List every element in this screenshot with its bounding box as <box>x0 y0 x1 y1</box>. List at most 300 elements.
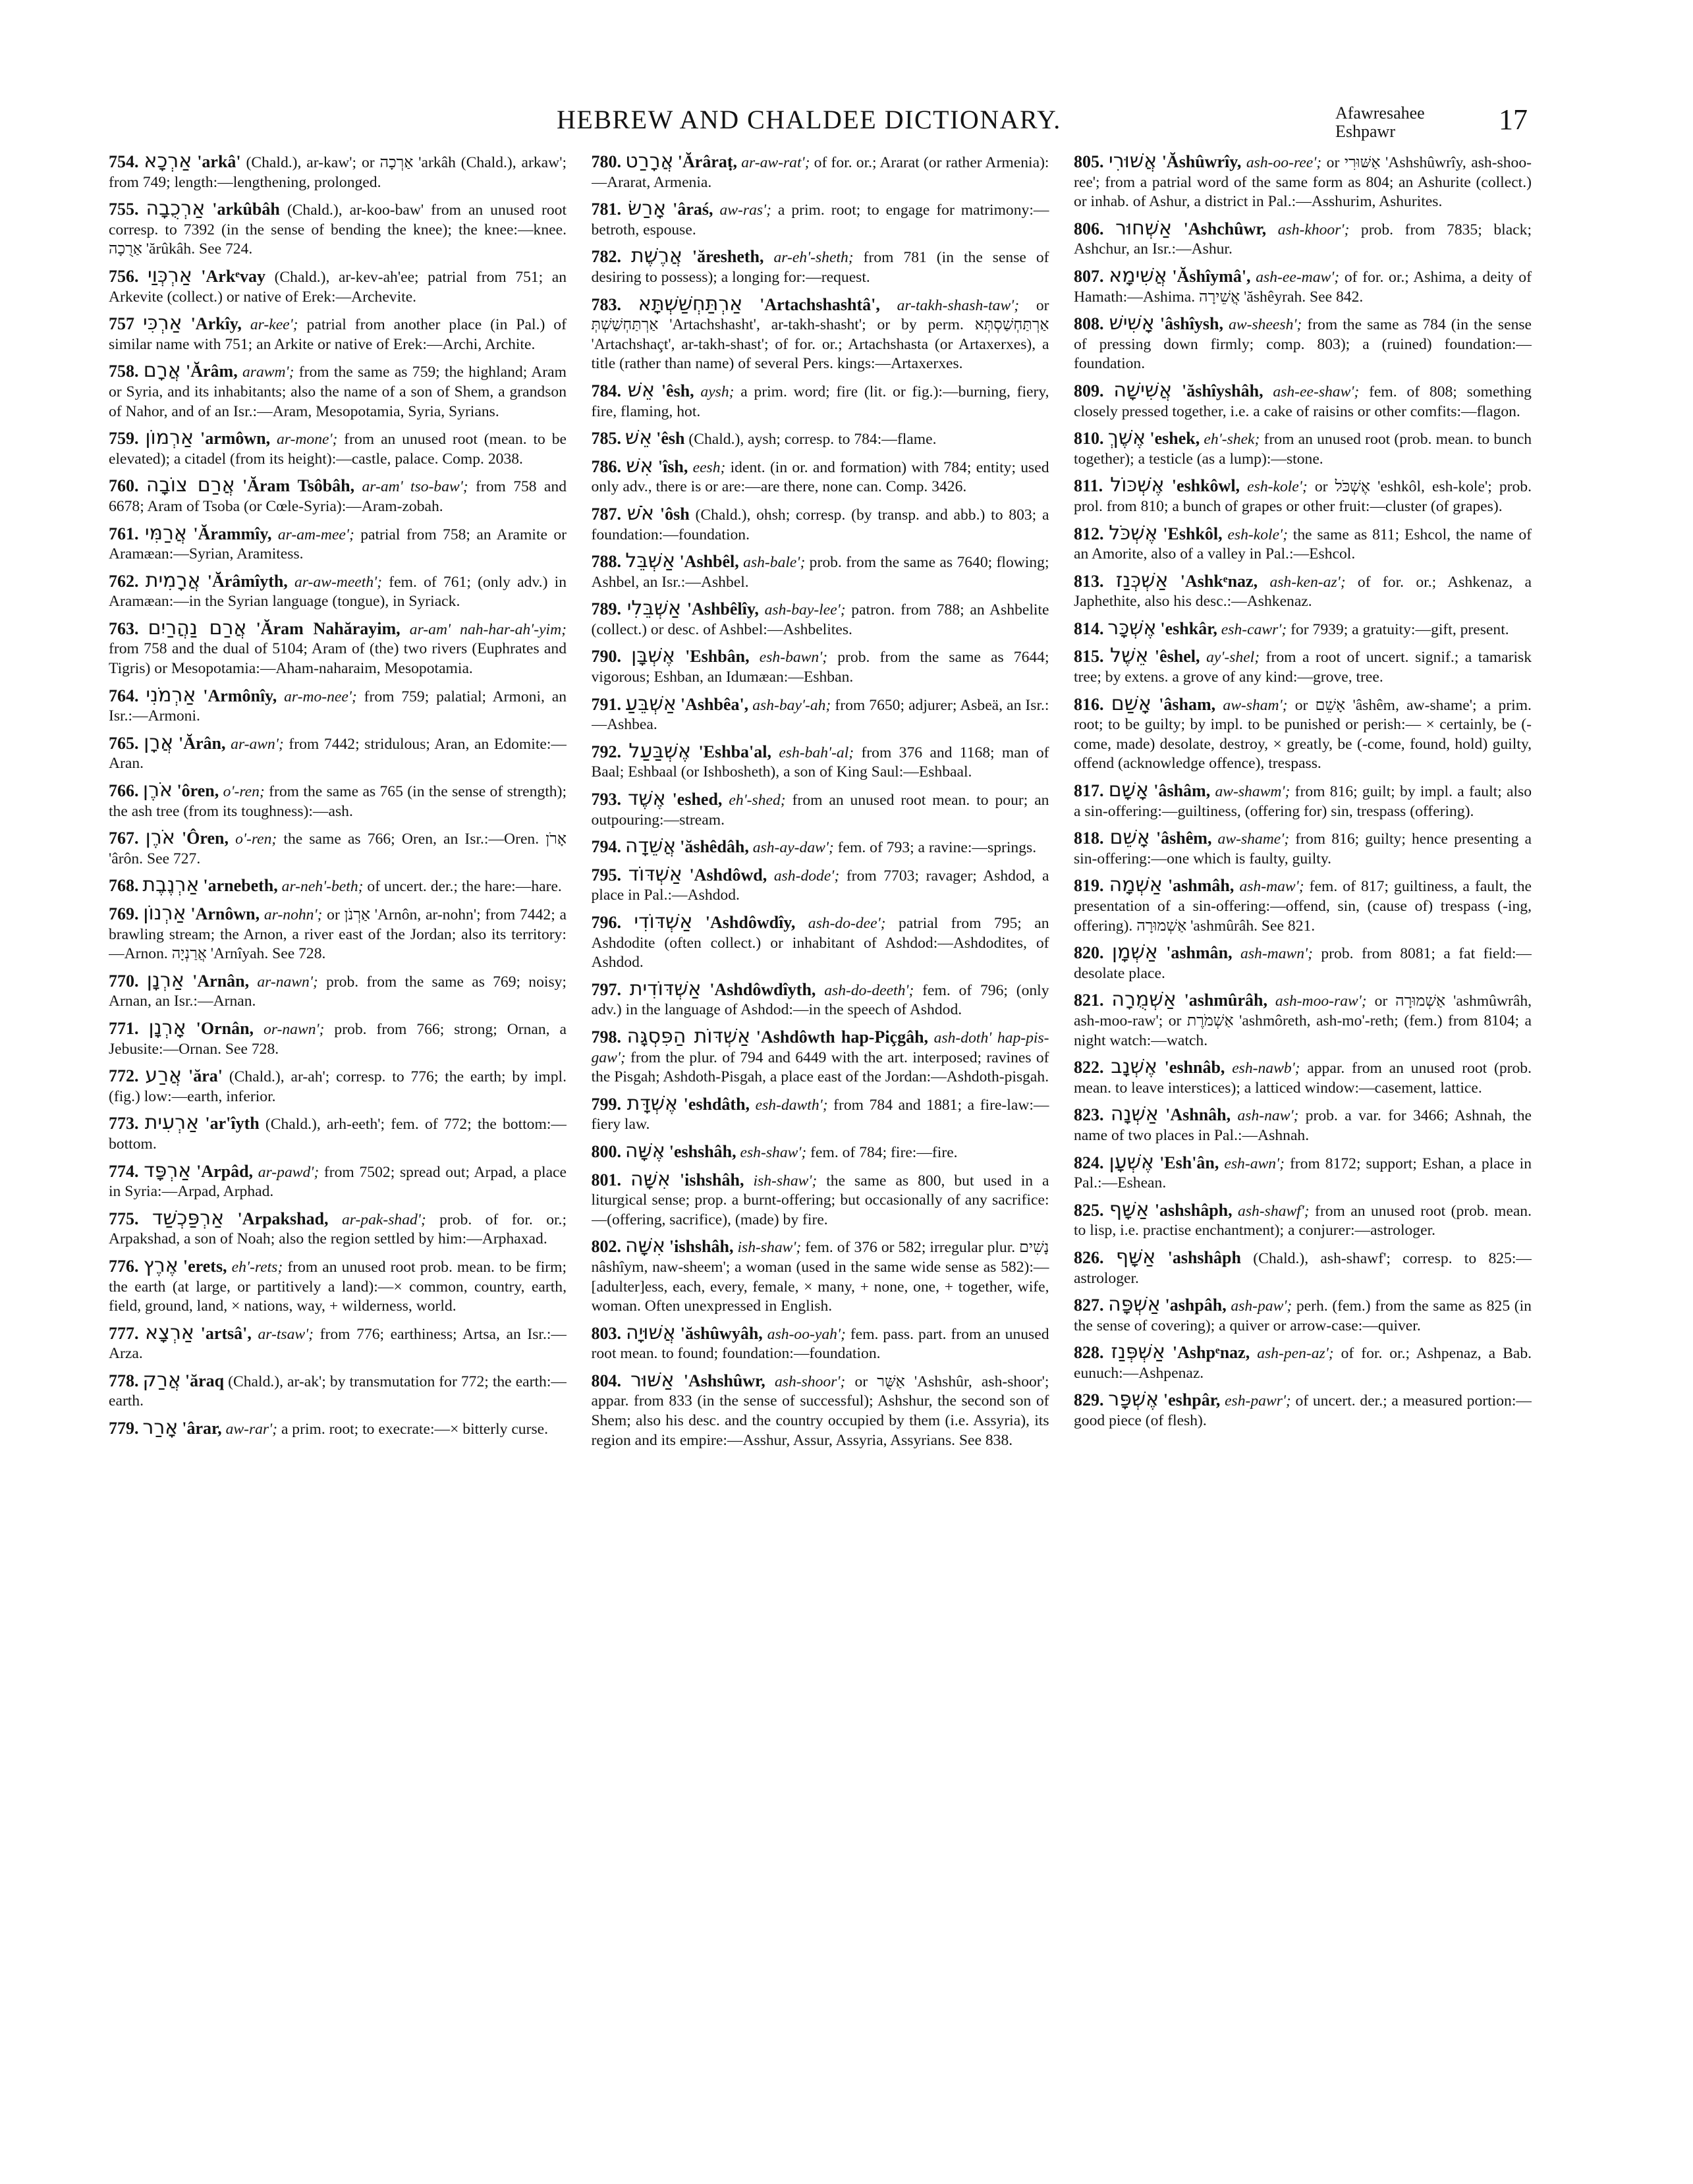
pronunciation: esh-kole'; <box>1227 526 1288 543</box>
definition: from 7650; adjurer; Asbeä, an Isr.:—Ashbea. <box>591 696 1049 734</box>
pronunciation: eh'-shed; <box>729 792 786 809</box>
entry-number: 781. <box>591 200 621 219</box>
transliteration: 'ârar, <box>182 1419 222 1438</box>
definition: of uncert. der.; a measured portion:—good piece (of flesh). <box>1074 1392 1532 1430</box>
hebrew-word: אֹשׁ <box>626 501 655 525</box>
entry-number: 789. <box>591 599 621 619</box>
pronunciation: ash-maw'; <box>1239 878 1304 896</box>
dictionary-entry <box>1074 1057 1532 1098</box>
definition: (Chald.), ar-koo-baw' from an unused root corresp. to 7392 (in the sense of bending the knee); the knee:—knee. אַרֻכָה 'ărûkâh. See 724. <box>109 202 567 258</box>
hebrew-word: אֲרָן <box>144 730 174 754</box>
dictionary-entry <box>109 1368 567 1411</box>
definition: a prim. root; to execrate:—× bitterly curse. <box>281 1421 549 1438</box>
dictionary-entry <box>592 694 1049 735</box>
entry-number: 795. <box>591 865 621 885</box>
hebrew-word: אַשְׁבֵּל <box>625 549 676 573</box>
transliteration: 'eshkâr, <box>1160 618 1217 638</box>
dictionary-entry <box>592 294 1049 374</box>
transliteration: 'eshed, <box>672 790 723 809</box>
pronunciation: ar-nawn'; <box>257 973 318 991</box>
transliteration: 'eshek, <box>1150 429 1200 449</box>
definition: perh. (fem.) from the same as 825 (in the sense of covering); a quiver or arrow-case:—quiver. <box>1074 1297 1532 1334</box>
transliteration: 'ashpâh, <box>1165 1296 1227 1315</box>
definition: from 7502; spread out; Arpad, a place in Syria:—Arpad, Arphad. <box>109 1163 567 1201</box>
transliteration: 'eshshâh, <box>669 1141 736 1161</box>
entry-number: 791. <box>591 694 621 714</box>
dictionary-entry <box>109 199 567 259</box>
pronunciation: ar-pawd'; <box>258 1163 319 1181</box>
dictionary-entry <box>591 378 1049 422</box>
hebrew-word: אֲשִׁישָׁה <box>1113 378 1173 402</box>
transliteration: 'erets, <box>182 1256 227 1276</box>
pronunciation: aw-rar'; <box>225 1421 278 1438</box>
definition: from an unused root (prob. mean. to lisp, i.e. practise enchantment); a conjurer:—astrologer. <box>1074 1202 1532 1240</box>
pronunciation: ash-do-deeth'; <box>824 981 914 999</box>
dictionary-entry <box>109 730 567 774</box>
dictionary-entry <box>109 683 567 726</box>
transliteration: 'âshêm, <box>1155 829 1212 848</box>
pronunciation: esh-bah'-al; <box>779 744 854 761</box>
dictionary-entry <box>1074 875 1532 936</box>
hebrew-word: אַשְׁבֵּלִי <box>626 597 682 620</box>
pronunciation: ash-mawn'; <box>1240 945 1313 963</box>
entry-number: 775. <box>109 1209 139 1228</box>
entry-number: 823. <box>1074 1105 1104 1125</box>
definition: from an unused root (prob. mean. to bunch together); a testicle (as a lump):—stone. <box>1074 431 1532 468</box>
definition: from the same as 784 (in the sense of pressing down firmly; comp. 803); a (ruined) foundation:—foundation. <box>1074 316 1532 373</box>
entry-number: 826. <box>1074 1247 1104 1267</box>
hebrew-word: אֲשׁוּרִי <box>1109 151 1157 173</box>
entry-number: 818. <box>1074 829 1104 848</box>
definition: from an unused root prob. mean. to be firm; the earth (at large, or partitively a land):—× common, country, earth, field, ground, land, × nations, way, + wilderness, world. <box>109 1258 567 1315</box>
dictionary-entry <box>1074 476 1532 516</box>
entry-number: 768. <box>109 876 139 896</box>
hebrew-word: אָשִׁישׁ <box>1109 312 1155 335</box>
definition: from the plur. of 794 and 6449 with the art. interposed; ravines of the Pisgah; Ashdoth-Pisgah, a place east of the Jordan:—Ashdoth-pisgah. <box>591 1049 1049 1086</box>
hebrew-word: אַשָּׁף <box>1115 1245 1156 1269</box>
hebrew-word: אִשָּׁה <box>624 1234 665 1258</box>
definition: from 759; palatial; Armoni, an Isr.:—Armoni. <box>109 688 567 725</box>
guide-word-bottom: Eshpawr <box>1335 122 1395 141</box>
hebrew-word: אֲרָמִית <box>145 568 201 592</box>
hebrew-word: אַשְׁמֻרָה <box>1111 988 1177 1012</box>
hebrew-word: אָרַשׂ <box>627 197 667 221</box>
definition: or אַרְתַּחְשַׁשְׁתְּ 'Artachshasht', ar-takh-shasht'; or by perm. אַרְתַּחְשַׁסְתְּא 'Artachshaçt', ar-takh-shast'; of for. or.; Artachshasta (or Artaxerxes), a title (rather than name) of several Pers. kings:—Artaxerxes. <box>591 296 1049 373</box>
transliteration: 'ashmâh, <box>1167 876 1235 896</box>
entry-number: 814. <box>1074 618 1104 638</box>
entry-number: 810. <box>1074 429 1104 449</box>
transliteration: 'arkâ' <box>197 152 241 171</box>
hebrew-word: אָשֵׁם <box>1109 826 1150 850</box>
dictionary-entry <box>1074 428 1532 469</box>
entry-number: 796. <box>591 913 621 932</box>
transliteration: 'êsh, <box>661 381 694 400</box>
dictionary-entry <box>591 739 1049 782</box>
entry-number: 760. <box>109 476 139 496</box>
transliteration: 'Ărammîy, <box>193 524 272 543</box>
transliteration: 'ishshâh, <box>669 1237 734 1257</box>
definition: the same as 800, but used in a liturgical sense; prop. a burnt-offering; but occasionally of any sacrifice:—(offering, sacrifice), (made) by fire. <box>591 1172 1049 1228</box>
hebrew-word: אֲרַמִּי <box>144 521 187 545</box>
entry-number: 786. <box>591 456 621 476</box>
dictionary-columns <box>109 151 1532 2141</box>
definition: or אַשְׁמוּרָה 'ashmûwrâh, ash-moo-raw'; or אַשְׁמֹרֶת 'ashmôreth, ash-mo'-reth; (fem.) from 8104; a night watch:—watch. <box>1074 993 1532 1049</box>
pronunciation: ar-takh-shash-taw'; <box>897 296 1020 314</box>
definition: of for. or.; Ashpenaz, a Bab. eunuch:—Ashpenaz. <box>1074 1345 1532 1382</box>
transliteration: 'ăshêdâh, <box>680 837 749 857</box>
pronunciation: aw-ras'; <box>719 202 771 219</box>
entry-number: 758. <box>109 362 139 381</box>
dictionary-entry <box>109 968 567 1012</box>
dictionary-entry <box>592 979 1049 1020</box>
column-middle <box>592 151 1049 2141</box>
definition: of for. or.; Ashima, a deity of Hamath:—Ashima. אֲשֵׁירָה 'ăshêyrah. See 842. <box>1074 268 1532 306</box>
pronunciation: ar-am' nah-har-ah'-yim; <box>409 620 567 638</box>
entry-number: 817. <box>1074 781 1104 801</box>
transliteration: 'ăshûwyâh, <box>680 1323 763 1343</box>
definition: fem. of 376 or 582; irregular plur. נָשִׁים nâshîym, naw-sheem'; a woman (used in the same wide sense as 582):—[adulter]ess, each, every, female, × many, + none, one, + together, wife, woman. Often unexpressed in English. <box>591 1239 1049 1315</box>
pronunciation: ish-shaw'; <box>753 1172 818 1189</box>
definition: (Chald.), ash-shawf'; corresp. to 825:—astrologer. <box>1074 1249 1532 1287</box>
pronunciation: aw-sham'; <box>1223 696 1288 714</box>
pronunciation: o'-ren; <box>235 831 277 848</box>
entry-number: 807. <box>1074 266 1104 286</box>
definition: from 8172; support; Eshan, a place in Pal.:—Eshean. <box>1074 1155 1532 1192</box>
pronunciation: o'-ren; <box>223 783 265 801</box>
dictionary-entry <box>109 780 567 821</box>
transliteration: 'arkûbâh <box>212 200 280 219</box>
transliteration: 'Ăshûwrîy, <box>1161 152 1242 171</box>
transliteration: 'Ărân, <box>178 733 226 753</box>
transliteration: 'Artachshashtâ', <box>760 294 880 314</box>
entry-number: 762. <box>109 571 139 591</box>
hebrew-word: אֹרֶן <box>142 778 173 802</box>
definition: prob. from 7835; black; Ashchur, an Isr.:—Ashur. <box>1074 221 1532 258</box>
pronunciation: ar-awn'; <box>231 735 284 753</box>
pronunciation: or-nawn'; <box>264 1020 325 1038</box>
dictionary-entry <box>592 246 1049 287</box>
definition: fem. pass. part. from an unused root mean. to found; foundation:—foundation. <box>591 1325 1049 1363</box>
entry-number: 784. <box>591 381 621 400</box>
dictionary-entry <box>592 1323 1049 1364</box>
definition: for 7939; a gratuity:—gift, present. <box>1291 620 1509 638</box>
transliteration: 'arnebeth, <box>203 876 278 896</box>
entry-number: 763. <box>109 618 139 638</box>
transliteration: 'ar'îyth <box>205 1114 260 1133</box>
entry-number: 821. <box>1074 991 1104 1010</box>
transliteration: 'ăra' <box>188 1066 223 1086</box>
pronunciation: aysh; <box>700 383 735 400</box>
dictionary-entry <box>592 551 1049 592</box>
hebrew-word: אֲרַע <box>145 1064 182 1087</box>
dictionary-entry <box>109 1253 567 1317</box>
dictionary-entry <box>109 314 567 354</box>
pronunciation: ar-pak-shad'; <box>341 1211 426 1228</box>
entry-number: 801. <box>591 1170 621 1189</box>
transliteration: 'Esh'ân, <box>1159 1153 1219 1172</box>
definition: from 758 and the dual of 5104; Aram of (the) two rivers (Euphrates and Tigris) or Mesopotamia:—Aham-naharaim, Mesopotamia. <box>109 640 567 678</box>
definition: prob. from 8081; a fat field:—desolate place. <box>1074 945 1532 982</box>
pronunciation: ash-ee-shaw'; <box>1273 383 1360 400</box>
hebrew-word: אַרְנָן <box>146 968 184 992</box>
entry-number: 778. <box>109 1371 139 1390</box>
pronunciation: eh'-shek; <box>1204 431 1260 449</box>
transliteration: 'êshel, <box>1154 647 1200 667</box>
pronunciation: ash-shawf'; <box>1238 1202 1310 1220</box>
entry-number: 829. <box>1074 1390 1104 1410</box>
page-number: 17 <box>1499 103 1528 136</box>
definition: (Chald.), ar-ak'; by transmutation for 772; the earth:—earth. <box>109 1373 567 1410</box>
definition: of for. or.; Ararat (or rather Armenia):—Ararat, Armenia. <box>591 154 1049 191</box>
entry-number: 771. <box>109 1018 139 1038</box>
transliteration: 'Ashchûwr, <box>1183 219 1267 238</box>
pronunciation: esh-cawr'; <box>1221 620 1287 638</box>
dictionary-entry <box>592 836 1049 858</box>
dictionary-entry <box>1074 780 1532 821</box>
dictionary-entry <box>1074 568 1532 612</box>
hebrew-word: אֶשְׁכּוֹל <box>1110 474 1165 497</box>
pronunciation: ash-shoor'; <box>774 1373 846 1390</box>
transliteration: 'îsh, <box>657 456 688 476</box>
definition: fem. of 808; something closely pressed together, i.e. a cake of raisins or other comfits:—flagon. <box>1074 383 1532 420</box>
dictionary-entry <box>109 428 567 469</box>
entry-number: 783. <box>591 294 621 314</box>
entry-number: 824. <box>1074 1153 1104 1172</box>
dictionary-entry <box>1074 646 1532 687</box>
transliteration: 'Ărâmîyth, <box>207 571 288 591</box>
pronunciation: ash-bale'; <box>743 554 806 572</box>
pronunciation: esh-nawb'; <box>1232 1060 1300 1078</box>
hebrew-word: אֶרֶץ <box>143 1253 179 1277</box>
page-header <box>109 99 1528 158</box>
entry-number: 816. <box>1074 694 1104 714</box>
pronunciation: ar-mo-nee'; <box>284 688 357 705</box>
dictionary-entry <box>1074 521 1532 564</box>
transliteration: 'Arpâd, <box>196 1161 254 1181</box>
column-right <box>1074 151 1532 2141</box>
hebrew-word: אַשְׁכְּנַז <box>1115 568 1169 592</box>
transliteration: 'Ashpᵉnaz, <box>1172 1343 1250 1363</box>
dictionary-entry <box>591 1368 1049 1450</box>
transliteration: 'ăresheth, <box>692 247 764 267</box>
hebrew-word: אֲרַק <box>142 1368 181 1392</box>
pronunciation: ar-am' tso-baw'; <box>362 478 468 496</box>
pronunciation: esh-shaw'; <box>740 1143 807 1161</box>
entry-number: 798. <box>591 1027 621 1047</box>
entry-number: 825. <box>1074 1200 1104 1220</box>
dictionary-entry <box>592 1141 1049 1163</box>
dictionary-entry <box>591 1091 1049 1135</box>
dictionary-entry <box>591 1167 1049 1230</box>
entry-number: 811. <box>1074 476 1103 496</box>
pronunciation: ay'-shel; <box>1206 649 1260 667</box>
transliteration: 'Ashbêa', <box>680 694 749 714</box>
definition: appar. from an unused root (prob. mean. to leave interstices); a latticed window:—casement, lattice. <box>1074 1060 1532 1097</box>
hebrew-word: אַרְמֹנִי <box>146 683 196 707</box>
transliteration: 'Arpakshad, <box>237 1209 329 1228</box>
dictionary-entry <box>592 646 1049 687</box>
hebrew-word: אֲשִׁימָא <box>1109 263 1167 287</box>
entry-number: 805. <box>1074 152 1104 171</box>
pronunciation: ash-ay-daw'; <box>752 839 834 857</box>
definition: from 7703; ravager; Ashdod, a place in Pal.:—Ashdod. <box>591 867 1049 904</box>
hebrew-word: אַשְׁבֵּעַ <box>625 692 677 715</box>
dictionary-entry <box>109 1206 567 1249</box>
transliteration: 'ăshîyshâh, <box>1182 381 1263 400</box>
hebrew-word: אַרְעִית <box>144 1111 200 1135</box>
entry-number: 764. <box>109 686 139 705</box>
pronunciation: ash-bay-lee'; <box>764 601 846 619</box>
dictionary-entry <box>109 361 567 422</box>
hebrew-word: אַרְפַּכְשַׁד <box>152 1206 225 1230</box>
dictionary-entry <box>1074 1342 1532 1383</box>
definition: from 784 and 1881; a fire-law:—fiery law. <box>591 1096 1049 1133</box>
transliteration: 'ashshâph, <box>1154 1200 1233 1220</box>
pronunciation: aw-sheesh'; <box>1229 316 1302 334</box>
dictionary-entry <box>591 862 1049 906</box>
transliteration: 'âshâm, <box>1153 781 1211 801</box>
dictionary-entry <box>1074 828 1532 869</box>
transliteration: 'Ashdôwd, <box>689 865 767 885</box>
definition: or אַרְנֹן 'Arnôn, ar-nohn'; from 7442; a brawling stream; the Arnon, a river east of the Jordan; also its territory:—Arnon. אֲרַנְיָה 'Arnîyah. See 728. <box>109 906 567 963</box>
transliteration: 'Armônîy, <box>203 686 277 705</box>
pronunciation: ash-pen-az'; <box>1257 1345 1334 1363</box>
hebrew-word: אַרְתַּחְשַׁשְׁתָּא <box>638 292 743 315</box>
pronunciation: ash-oo-ree'; <box>1246 154 1322 171</box>
dictionary-entry <box>109 1018 567 1059</box>
entry-number: 806. <box>1074 219 1104 238</box>
transliteration: 'eshpâr, <box>1163 1390 1221 1410</box>
entry-number: 802. <box>591 1237 621 1257</box>
transliteration: 'êsh <box>656 429 685 449</box>
definition: a prim. root; to engage for matrimony:—betroth, espouse. <box>591 202 1049 238</box>
transliteration: 'Eshbân, <box>685 647 750 667</box>
hebrew-word: אֶשְׁעָן <box>1109 1150 1155 1174</box>
transliteration: 'Ashdôwdîyth, <box>709 979 816 999</box>
guide-words <box>1335 104 1425 141</box>
dictionary-entry <box>109 1323 567 1364</box>
transliteration: 'Ôren, <box>181 829 229 848</box>
definition: prob. of for. or.; Arpakshad, a son of Noah; also the region settled by him:—Arphaxad. <box>109 1211 567 1248</box>
definition: (Chald.), arh-eeth'; fem. of 772; the bottom:—bottom. <box>109 1116 567 1153</box>
definition: from an unused root mean. to pour; an outpouring:—stream. <box>591 792 1049 829</box>
entry-number: 761. <box>109 524 139 543</box>
definition: prob. from 766; strong; Ornan, a Jebusite:—Ornan. See 728. <box>109 1020 567 1058</box>
hebrew-word: אֶשְׁכָּר <box>1107 616 1157 640</box>
entry-number: 782. <box>591 247 621 267</box>
transliteration: 'Ashbêlîy, <box>686 599 759 619</box>
dictionary-entry <box>109 618 567 679</box>
dictionary-entry <box>109 568 567 612</box>
definition: or אַשֻּׁר 'Ashshûr, ash-shoor'; appar. from 833 (in the sense of successful); Ashshur, the second son of Shem; also his desc. and the country occupied by them (i.e. Assyria), its region and its empire:—Asshur, Assur, Assyria, Assyrians. See 838. <box>591 1373 1049 1449</box>
definition: from 376 and 1168; man of Baal; Eshbaal (or Ishbosheth), a son of King Saul:—Eshbaal. <box>591 744 1049 781</box>
transliteration: 'Eshkôl, <box>1163 524 1223 543</box>
entry-number: 803. <box>591 1323 621 1343</box>
transliteration: 'Ărâraṭ, <box>677 152 738 171</box>
pronunciation: esh-pawr'; <box>1225 1392 1291 1410</box>
entry-number: 812. <box>1074 524 1104 543</box>
transliteration: 'âsham, <box>1159 694 1216 714</box>
hebrew-word: אַשְׁמָה <box>1109 873 1163 897</box>
transliteration: 'Ashshûwr, <box>683 1371 765 1390</box>
hebrew-word: אֵשׁ <box>627 378 655 402</box>
entry-number: 780. <box>591 152 621 171</box>
transliteration: 'Ăshîymâ', <box>1172 266 1251 286</box>
pronunciation: ash-do-dee'; <box>808 915 886 932</box>
entry-number: 766. <box>109 781 139 801</box>
transliteration: 'Ashdôwdîy, <box>705 913 796 932</box>
transliteration: 'eshkôwl, <box>1171 476 1240 496</box>
transliteration: 'ashshâph <box>1167 1247 1241 1267</box>
transliteration: 'Arkᵉvay <box>201 266 266 286</box>
dictionary-entry <box>592 428 1049 450</box>
definition: prob. a var. for 3466; Ashnah, the name of two places in Pal.:—Ashnah. <box>1074 1107 1532 1144</box>
definition: from 816; guilt; by impl. a fault; also a sin-offering:—guiltiness, (offering for) sin, trespass (offering). <box>1074 783 1532 820</box>
definition: from an unused root (mean. to be elevated); a citadel (from its height):—castle, palace. Comp. 2038. <box>109 431 567 468</box>
dictionary-entry <box>1074 151 1532 212</box>
column-left <box>109 151 567 2141</box>
pronunciation: ar-am-mee'; <box>277 526 354 543</box>
transliteration: 'Ornân, <box>196 1018 254 1038</box>
guide-word-top: Afawresahee <box>1335 103 1425 123</box>
entry-number: 773. <box>109 1114 139 1133</box>
entry-number: 788. <box>591 552 621 572</box>
transliteration: 'Ăram Tsôbâh, <box>242 476 355 496</box>
entry-number: 765. <box>109 733 139 753</box>
definition: from the same as 759; the highland; Aram or Syria, and its inhabitants; also the name of a son of Shem, a grandson of Nahor, and of an Isr.:—Aram, Mesopotamia, Syria, Syrians. <box>109 364 567 420</box>
dictionary-entry <box>109 1066 567 1106</box>
pronunciation: eesh; <box>692 458 726 476</box>
entry-number: 815. <box>1074 647 1104 667</box>
entry-number: 793. <box>591 790 621 809</box>
hebrew-word: אָשַׁם <box>1111 692 1152 715</box>
entry-number: 776. <box>109 1256 139 1276</box>
transliteration: 'Ashnâh, <box>1165 1105 1231 1125</box>
hebrew-word: אָרַר <box>142 1416 179 1440</box>
pronunciation: ash-moo-raw'; <box>1275 993 1367 1010</box>
definition: a prim. word; fire (lit. or fig.):—burning, fiery, fire, flaming, hot. <box>591 383 1049 420</box>
hebrew-word: אַשְׁפְּנַז <box>1111 1340 1165 1364</box>
hebrew-word: אֶשָּׁה <box>624 1139 665 1162</box>
entry-number: 779. <box>109 1419 139 1438</box>
entry-number: 819. <box>1074 876 1104 896</box>
definition: prob. from the same as 769; noisy; Arnan, an Isr.:—Arnan. <box>109 973 567 1010</box>
hebrew-word: אַשְׁמָן <box>1111 941 1158 964</box>
transliteration: 'Arkîy, <box>190 314 242 334</box>
definition: patrial from another place (in Pal.) of similar name with 751; an Arkite or native of Erek:—Archi, Archite. <box>109 316 567 353</box>
pronunciation: esh-awn'; <box>1224 1155 1285 1172</box>
entry-number: 759. <box>109 429 139 449</box>
entry-number: 774. <box>109 1161 139 1181</box>
dictionary-entry <box>592 1236 1049 1316</box>
hebrew-word: אַשְׁדּוֹדִי <box>634 910 693 933</box>
dictionary-entry <box>591 1024 1049 1087</box>
dictionary-entry <box>109 1161 567 1202</box>
transliteration: 'ashmân, <box>1166 943 1233 963</box>
hebrew-word: אַשְׁדּוֹד <box>628 862 682 886</box>
dictionary-entry <box>1074 1390 1532 1431</box>
transliteration: 'ashmûrâh, <box>1184 991 1267 1010</box>
definition: fem. of 817; guiltiness, a fault, the presentation of a sin-offering:—offend, sin, (cause of) trespass (-ing, offering). אַשְׁמוּרָה 'ashmûrâh. See 821. <box>1074 878 1532 935</box>
pronunciation: ash-oo-yah'; <box>767 1325 846 1343</box>
hebrew-word: אֶשְׁבָּן <box>631 644 675 668</box>
transliteration: 'Eshba'al, <box>698 742 771 761</box>
definition: or אָשֵׁם 'âshêm, aw-shame'; a prim. root; to be guilty; by impl. to be punished or perish:— × certainly, be (-come, made) desolate, destroy, × greatly, be (-come, found, hold) guilty, offend (acknowledge offence), trespass. <box>1074 696 1532 773</box>
transliteration: 'ăraq <box>184 1371 225 1390</box>
entry-number: 754. <box>109 152 139 171</box>
entry-number: 787. <box>591 504 621 524</box>
dictionary-entry <box>1074 942 1532 983</box>
